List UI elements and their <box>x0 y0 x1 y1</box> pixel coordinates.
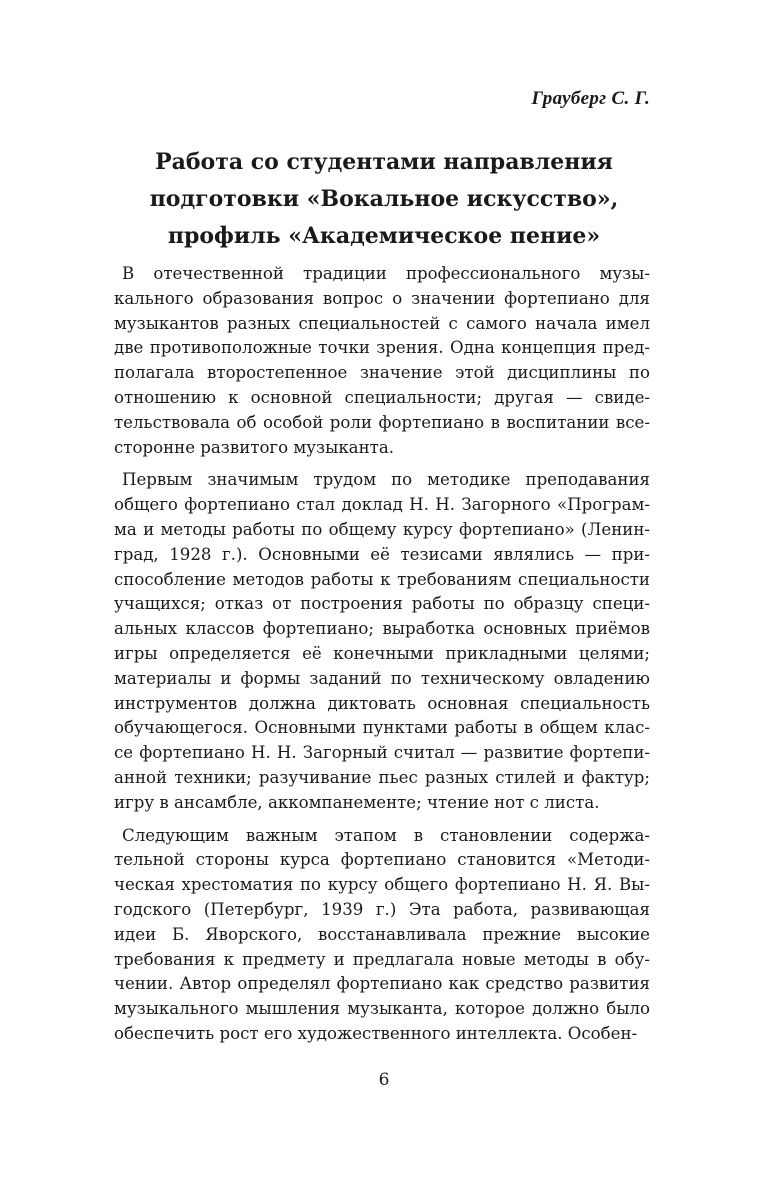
text-line: музыкантов разных специальностей с самого начала имел <box>114 313 650 333</box>
text-line: музыкального мышления музыканта, которое должно было <box>114 999 650 1019</box>
body-text <box>114 262 650 1055</box>
chapter-title-line: Работа со студентами направления <box>155 149 613 175</box>
text-line: полагала второстепенное значение этой дисциплины по <box>114 363 650 383</box>
text-line: материалы и формы заданий по техническому овладению <box>114 668 650 688</box>
chapter-title <box>110 144 658 255</box>
text-line: Следующим важным этапом в становлении содержа- <box>122 825 650 845</box>
paragraph <box>114 262 650 460</box>
text-line: тельствовала об особой роли фортепиано в воспитании все- <box>114 412 650 432</box>
text-line: годского (Петербург, 1939 г.) Эта работа, развивающая <box>114 899 650 919</box>
text-line: ма и методы работы по общему курсу фортепиано» (Ленин- <box>114 519 650 539</box>
text-line: способление методов работы к требованиям специальности <box>114 569 650 589</box>
text-line: В отечественной традиции профессионального музы- <box>122 264 650 283</box>
text-line: град, 1928 г.). Основными её тезисами являлись — при- <box>114 544 650 564</box>
text-line: тельной стороны курса фортепиано становится «Методи- <box>114 850 650 870</box>
text-line: общего фортепиано стал доклад Н. Н. Загорного «Програм- <box>114 495 650 515</box>
text-line: отношению к основной специальности; другая — свиде- <box>114 387 650 407</box>
paragraph <box>114 824 650 1047</box>
running-header-author: Грауберг С. Г. <box>531 88 650 109</box>
text-line: кального образования вопрос о значении фортепиано для <box>114 288 650 308</box>
text-line: обучающегося. Основными пунктами работы в общем клас- <box>114 718 650 738</box>
text-line: сторонне развитого музыканта. <box>114 437 394 457</box>
text-line: инструментов должна диктовать основная специальность <box>114 693 650 713</box>
text-line: идеи Б. Яворского, восстанавливала прежние высокие <box>114 924 650 944</box>
text-line: чении. Автор определял фортепиано как средство развития <box>114 974 650 994</box>
text-line: альных классов фортепиано; выработка основных приёмов <box>114 619 650 639</box>
text-line: обеспечить рост его художественного интеллекта. Особен- <box>114 1023 638 1043</box>
paragraph <box>114 468 650 815</box>
text-line: анной техники; разучивание пьес разных стилей и фактур; <box>114 767 650 787</box>
chapter-title-line: профиль «Академическое пение» <box>167 223 601 249</box>
text-line: учащихся; отказ от построения работы по образцу специ- <box>114 594 650 614</box>
text-line: две противоположные точки зрения. Одна концепция пред- <box>114 338 650 358</box>
text-line: се фортепиано Н. Н. Загорный считал — развитие фортепи- <box>114 743 650 763</box>
page-number: 6 <box>378 1070 390 1090</box>
chapter-title-line: подготовки «Вокальное искусство», <box>149 186 619 212</box>
text-line: игры определяется её конечными прикладными целями; <box>114 643 650 663</box>
text-line: Первым значимым трудом по методике преподавания <box>122 470 650 490</box>
text-line: ческая хрестоматия по курсу общего фортепиано Н. Я. Вы- <box>114 875 650 895</box>
text-line: игру в ансамбле, аккомпанементе; чтение нот с листа. <box>114 792 600 812</box>
text-line: требования к предмету и предлагала новые методы в обу- <box>114 949 650 969</box>
